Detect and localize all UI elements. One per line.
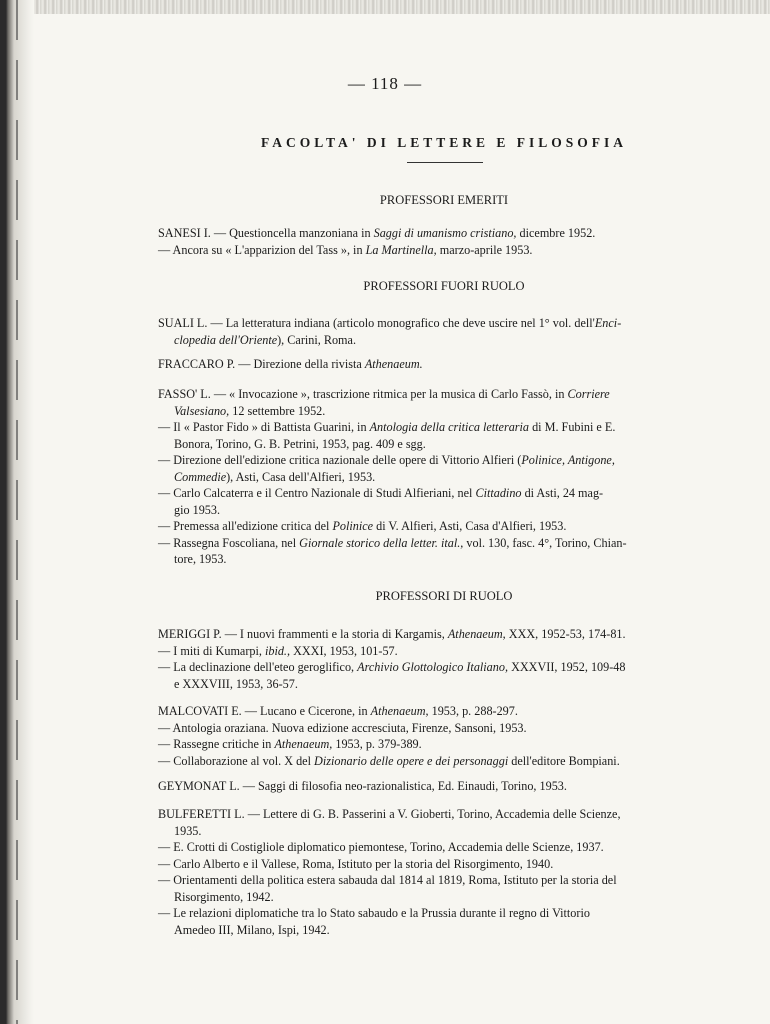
- entry-line: gio 1953.: [174, 502, 221, 517]
- entry-geymonat: [158, 778, 724, 795]
- entry-line: — Direzione dell'edizione critica nazionale delle opere di Vittorio Alfieri (Polinice, Antigone,: [158, 453, 615, 467]
- entry-line: e XXXVIII, 1953, 36-57.: [174, 676, 298, 691]
- section-heading-emeriti: PROFESSORI EMERITI: [379, 193, 509, 207]
- entry-line: — I miti di Kumarpi, ibid., XXXI, 1953, 101-57.: [158, 643, 398, 658]
- section-heading-fuori-ruolo: PROFESSORI FUORI RUOLO: [363, 279, 525, 293]
- scan-edge: [0, 0, 770, 14]
- entry-line: MERIGGI P. — I nuovi frammenti e la storia di Kargamis, Athenaeum, XXX, 1952-53, 174-81.: [158, 627, 626, 641]
- entry-line: BULFERETTI L. — Lettere di G. B. Passerini a V. Gioberti, Torino, Accademia delle Scienze,: [158, 807, 621, 821]
- entry-line: clopedia dell'Oriente), Carini, Roma.: [174, 332, 356, 347]
- section-heading-di-ruolo: PROFESSORI DI RUOLO: [375, 589, 513, 603]
- entry-line: GEYMONAT L. — Saggi di filosofia neo-razionalistica, Ed. Einaudi, Torino, 1953.: [158, 779, 567, 793]
- entry-line: — Premessa all'edizione critica del Polinice di V. Alfieri, Asti, Casa d'Alfieri, 1953.: [158, 519, 567, 533]
- entry-malcovati: [158, 703, 724, 769]
- entry-line: — Ancora su « L'apparizion del Tass », in La Martinella, marzo-aprile 1953.: [158, 242, 533, 257]
- entry-line: — Il « Pastor Fido » di Battista Guarini, in Antologia della critica letteraria di M. Fubini e E.: [158, 420, 616, 434]
- page-number: — 118 —: [347, 74, 423, 93]
- entry-line: FRACCARO P. — Direzione della rivista Athenaeum.: [158, 357, 423, 371]
- entry-line: tore, 1953.: [174, 552, 227, 566]
- entry-line: 1935.: [174, 823, 202, 838]
- entry-line: — Orientamenti della politica estera sabauda dal 1814 al 1819, Roma, Istituto per la storia del: [158, 873, 617, 887]
- book-binding-shadow: [0, 0, 34, 1024]
- entry-line: — Rassegna Foscoliana, nel Giornale storico della letter. ital., vol. 130, fasc. 4°, Torino, Chian-: [158, 535, 627, 550]
- entry-line: — Collaborazione al vol. X del Dizionario delle opere e dei personaggi dell'editore Bompiani.: [158, 753, 620, 768]
- entry-sanesi: [158, 225, 724, 258]
- entry-fasso: [158, 386, 724, 568]
- entry-line: FASSO' L. — « Invocazione », trascrizione ritmica per la musica di Carlo Fassò, in Corriere: [158, 387, 610, 401]
- entry-line: SANESI I. — Questioncella manzoniana in Saggi di umanismo cristiano, dicembre 1952.: [158, 226, 596, 240]
- entry-line: — La declinazione dell'eteo geroglifico, Archivio Glottologico Italiano, XXXVII, 1952, 109-48: [158, 660, 626, 674]
- entry-line: — E. Crotti di Costigliole diplomatico piemontese, Torino, Accademia delle Scienze, 1937.: [158, 840, 604, 854]
- faculty-title: FACOLTA' DI LETTERE E FILOSOFIA: [260, 135, 628, 150]
- entry-bulferetti: [158, 806, 724, 938]
- entry-line: Bonora, Torino, G. B. Petrini, 1953, pag. 409 e sgg.: [174, 436, 426, 451]
- entry-suali: [158, 315, 724, 348]
- entry-line: Amedeo III, Milano, Ispi, 1942.: [174, 922, 330, 937]
- entry-line: SUALI L. — La letteratura indiana (articolo monografico che deve uscire nel 1° vol. dell'Enci-: [158, 316, 622, 330]
- entry-line: Risorgimento, 1942.: [174, 889, 274, 904]
- entry-meriggi: [158, 626, 724, 692]
- entry-fraccaro: [158, 356, 724, 373]
- entry-line: Valsesiano, 12 settembre 1952.: [174, 403, 326, 418]
- entry-line: MALCOVATI E. — Lucano e Cicerone, in Athenaeum, 1953, p. 288-297.: [158, 704, 518, 718]
- entry-line: — Le relazioni diplomatiche tra lo Stato sabaudo e la Prussia durante il regno di Vittorio: [158, 906, 590, 920]
- entry-line: — Rassegne critiche in Athenaeum, 1953, p. 379-389.: [158, 737, 422, 751]
- entry-line: — Carlo Calcaterra e il Centro Nazionale di Studi Alfieriani, nel Cittadino di Asti, 24 mag-: [158, 486, 604, 500]
- entry-line: Commedie), Asti, Casa dell'Alfieri, 1953.: [174, 469, 376, 484]
- entry-line: — Carlo Alberto e il Vallese, Roma, Istituto per la storia del Risorgimento, 1940.: [158, 856, 554, 871]
- title-underline: [407, 162, 483, 163]
- entry-line: — Antologia oraziana. Nuova edizione accresciuta, Firenze, Sansoni, 1953.: [158, 720, 527, 735]
